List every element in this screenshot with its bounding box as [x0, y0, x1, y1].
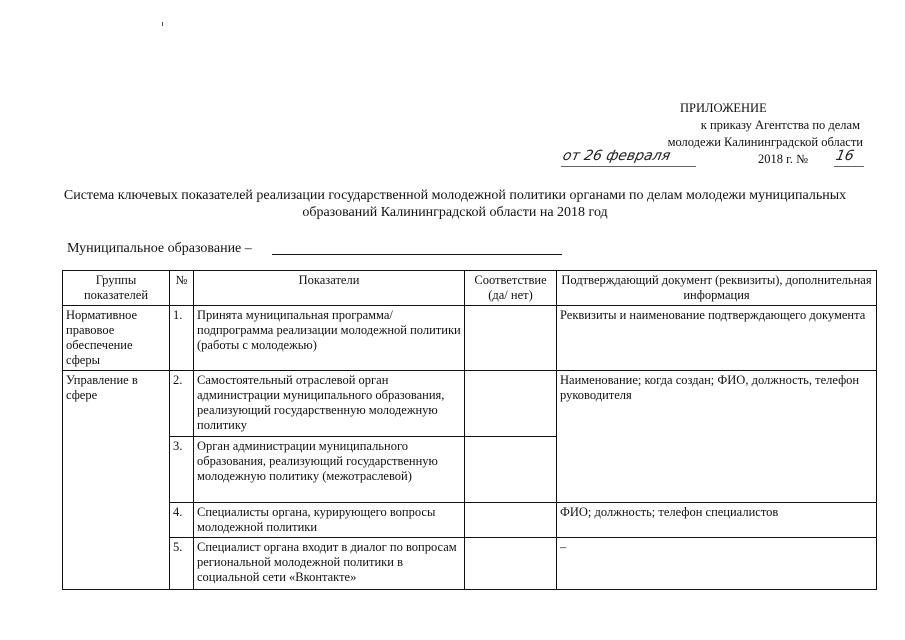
appendix-title: ПРИЛОЖЕНИЕ	[680, 101, 767, 115]
handwritten-date: от 26 февраля	[561, 148, 672, 164]
cell-number: 1.	[170, 306, 194, 371]
cell-number: 4.	[170, 503, 194, 538]
table-row	[63, 306, 877, 371]
cell-indicator: Специалист органа входит в диалог по вопросам региональной молодежной политики в социальной сети «Вконтакте»	[194, 538, 465, 590]
header-group: Группы показателей	[63, 271, 170, 306]
handwritten-number: 16	[834, 148, 856, 164]
cell-compliance[interactable]	[465, 371, 557, 437]
cell-indicator: Принята муниципальная программа/подпрограмма реализации молодежной политики (работы с молодежью)	[194, 306, 465, 371]
cell-number: 5.	[170, 538, 194, 590]
cell-document: Наименование; когда создан; ФИО, должность, телефон руководителя	[557, 371, 877, 503]
indicators-table	[62, 270, 877, 590]
cell-compliance[interactable]	[465, 437, 557, 503]
cell-number: 2.	[170, 371, 194, 437]
cell-document: –	[557, 538, 877, 590]
cell-indicator: Орган администрации муниципального образования, реализующий государственную молодежную политику (межотраслевой)	[194, 437, 465, 503]
municipality-blank-line	[272, 254, 562, 255]
header-indicators: Показатели	[194, 271, 465, 306]
header-compliance: Соответствие (да/ нет)	[465, 271, 557, 306]
municipality-label: Муниципальное образование –	[67, 241, 252, 256]
table-row	[63, 538, 877, 590]
year-number-label: 2018 г. №	[758, 152, 809, 166]
cell-group: Управление в сфере	[63, 371, 170, 590]
cell-indicator: Самостоятельный отраслевой орган администрации муниципального образования, реализующий государственную молодежную политику	[194, 371, 465, 437]
date-underline	[561, 166, 696, 167]
table-row	[63, 503, 877, 538]
header-number: №	[170, 271, 194, 306]
number-underline	[834, 166, 864, 167]
scan-mark	[162, 22, 163, 26]
cell-document: ФИО; должность; телефон специалистов	[557, 503, 877, 538]
header-document: Подтверждающий документ (реквизиты), дополнительная информация	[557, 271, 877, 306]
table-header-row	[63, 271, 877, 306]
cell-document: Реквизиты и наименование подтверждающего документа	[557, 306, 877, 371]
cell-group: Нормативное правовое обеспечение сферы	[63, 306, 170, 371]
cell-indicator: Специалисты органа, курирующего вопросы молодежной политики	[194, 503, 465, 538]
cell-compliance[interactable]	[465, 538, 557, 590]
appendix-line-2: молодежи Калининградской области	[667, 135, 863, 149]
document-title: Система ключевых показателей реализации государственной молодежной политики органами по делам молодежи муниципальных образований Калининградской области на 2018 год	[63, 188, 847, 220]
cell-compliance[interactable]	[465, 306, 557, 371]
cell-number: 3.	[170, 437, 194, 503]
table-row	[63, 371, 877, 437]
cell-compliance[interactable]	[465, 503, 557, 538]
appendix-line-1: к приказу Агентства по делам	[700, 118, 860, 132]
